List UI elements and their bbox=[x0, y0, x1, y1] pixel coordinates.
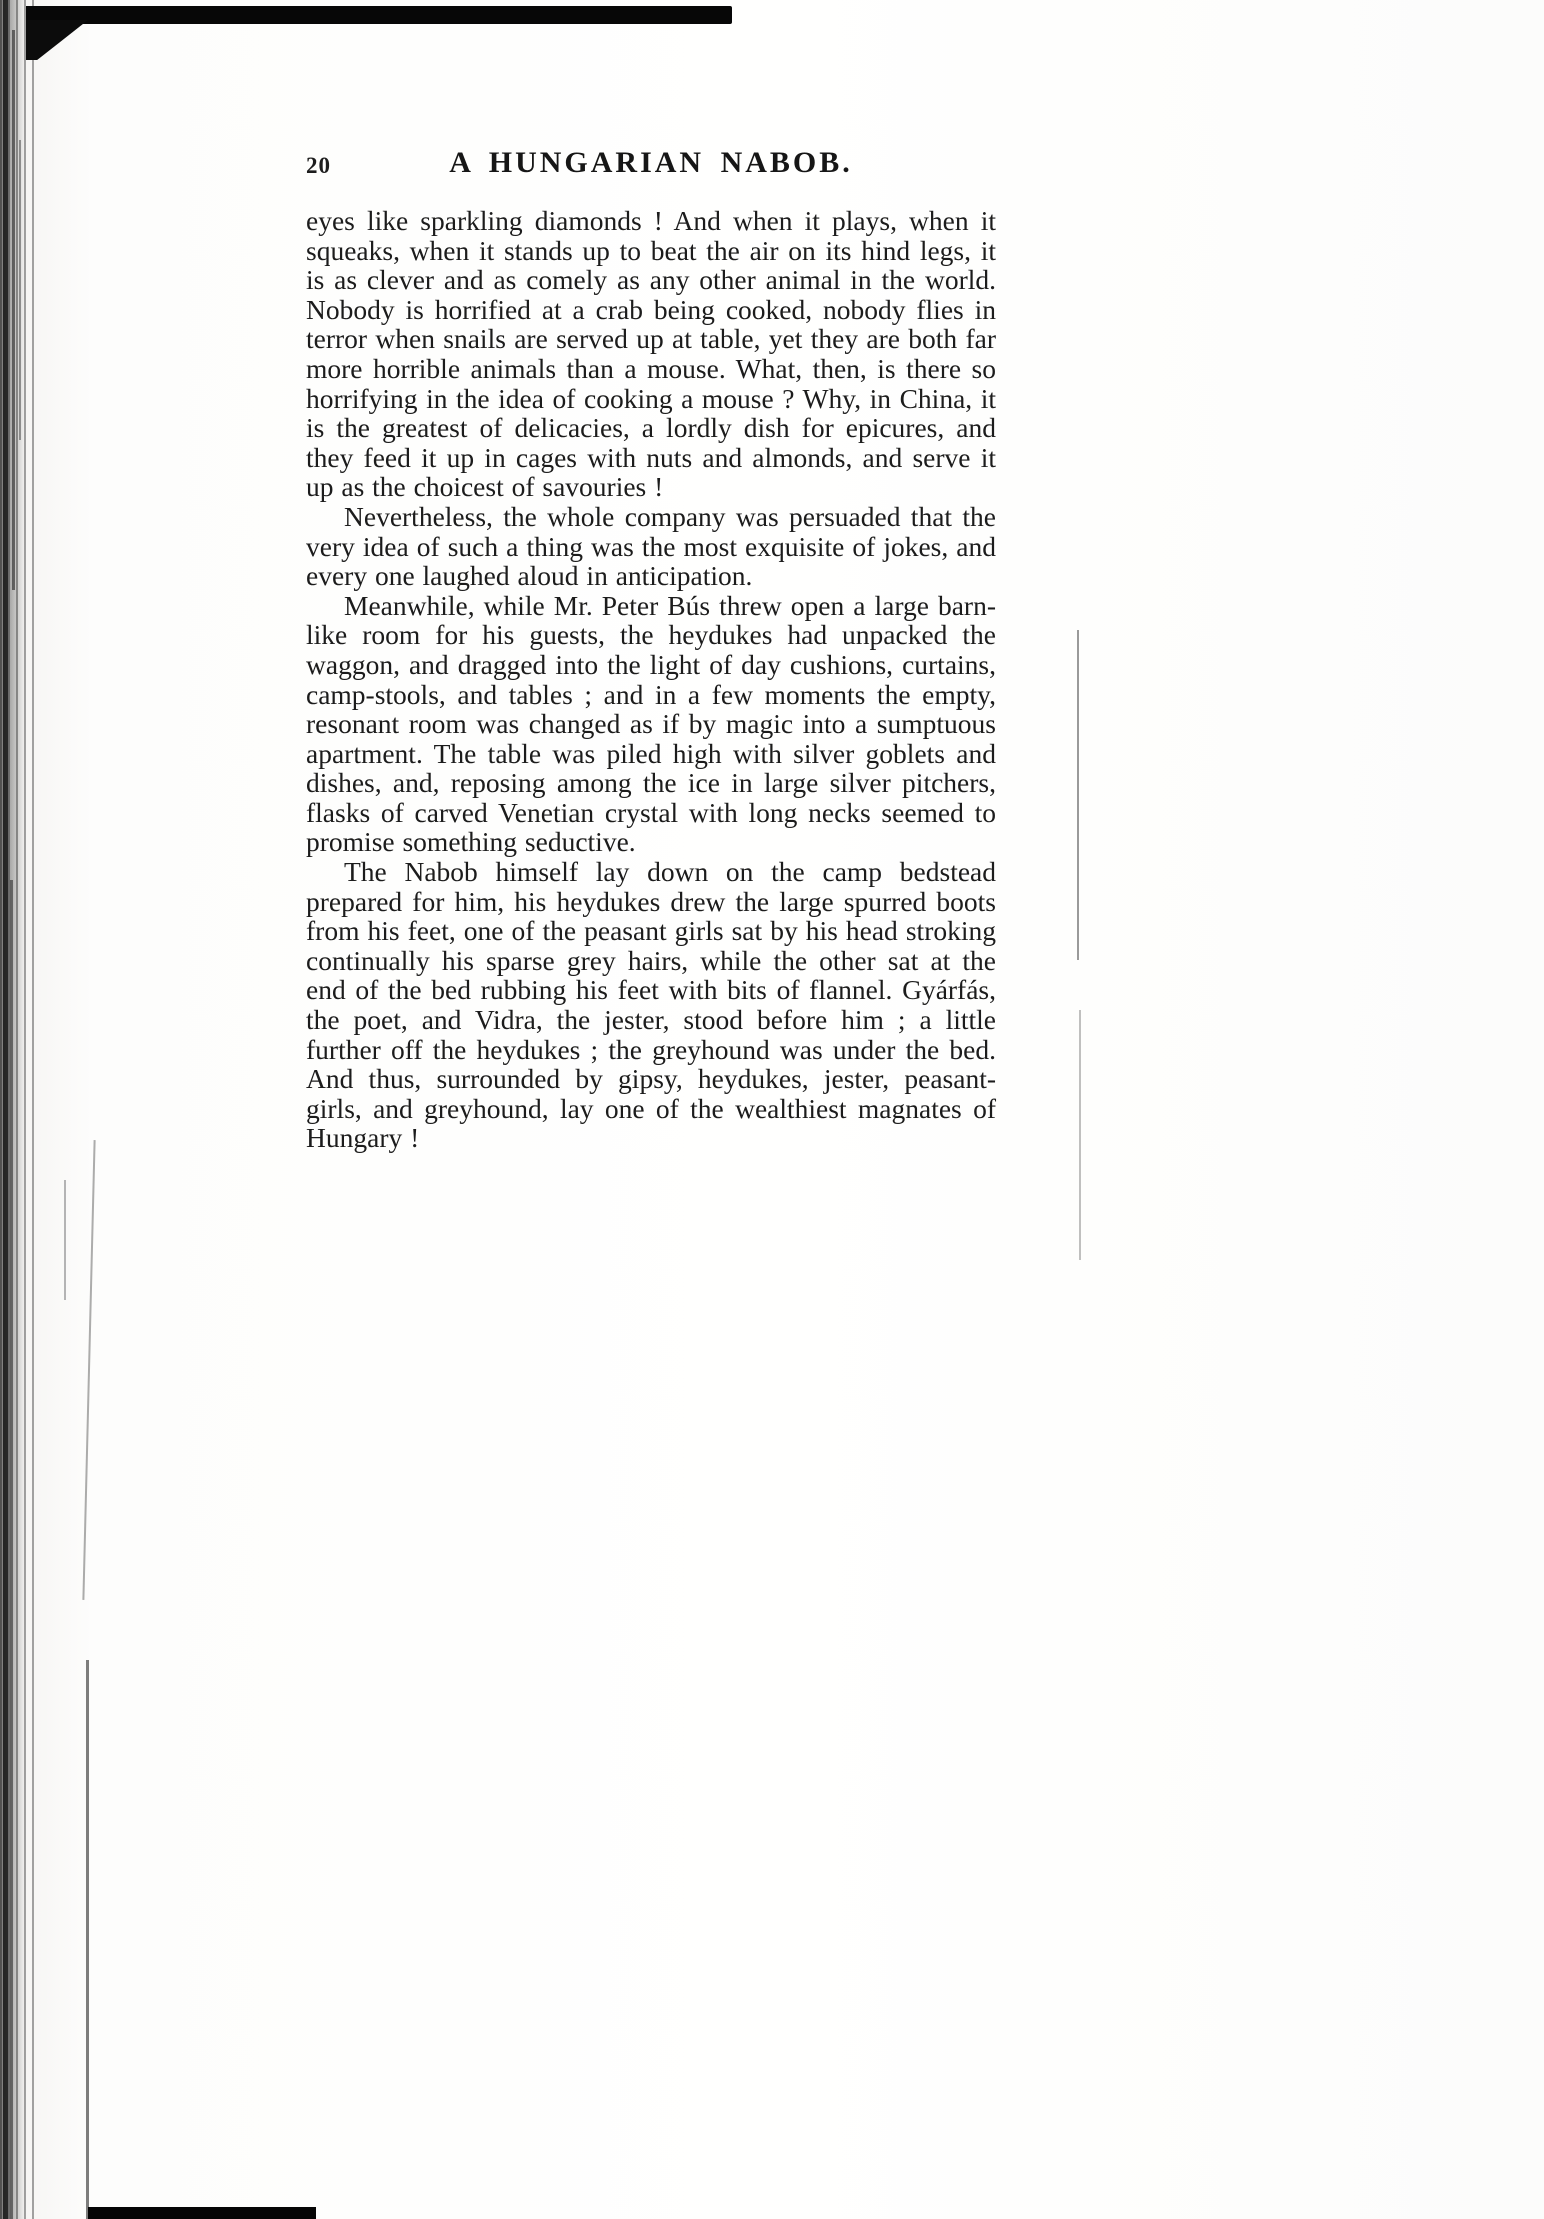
scan-artifact-streak bbox=[86, 1660, 89, 2219]
scan-artifact-streak bbox=[12, 30, 15, 590]
scan-artifact-streak bbox=[19, 140, 21, 440]
scan-artifact-streak bbox=[10, 880, 13, 2219]
paragraph: eyes like sparkling diamonds ! And when it plays, when it squeaks, when it stands up to beat the air on its hind legs, it is as clever and as comely as any other animal in the world. Nobody is horrified at a crab being cooked, nobody flies in terror when snails are served up at table, yet they are both far more horrible animals than a mouse. What, then, is there so horrifying in the idea of cooking a mouse ? Why, in China, it is the greatest of delicacies, a lordly dish for epicures, and they feed it up in cages with nuts and almonds, and serve it up as the choicest of savouries ! bbox=[306, 205, 996, 503]
scan-artifact-top-blob bbox=[26, 20, 88, 60]
scan-artifact-streak bbox=[82, 1140, 95, 1600]
scan-artifact-left-binding bbox=[0, 0, 36, 2219]
scan-artifact-bottom-bar bbox=[88, 2207, 316, 2219]
body-text bbox=[306, 206, 996, 1153]
paragraph: Meanwhile, while Mr. Peter Bús threw open a large barn-like room for his guests, the heydukes had unpacked the waggon, and dragged into the light of day cushions, curtains, camp-stools, and tables ; and in a few moments the empty, resonant room was changed as if by magic into a sumptuous apartment. The table was piled high with silver goblets and dishes, and, reposing among the ice in large silver pitchers, flasks of carved Venetian crystal with long necks seemed to promise something seductive. bbox=[306, 589, 996, 858]
page-header-row bbox=[306, 146, 996, 186]
page-number: 20 bbox=[306, 153, 331, 178]
scan-artifact-streak bbox=[3, 0, 8, 2219]
scan-artifact-top-bar bbox=[26, 6, 732, 24]
paragraph: The Nabob himself lay down on the camp bedstead prepared for him, his heydukes drew the large spurred boots from his feet, one of the peasant girls sat by his head stroking continually his sparse grey hairs, while the other sat at the end of the bed rubbing his feet with bits of flannel. Gyárfás, the poet, and Vidra, the jester, stood before him ; a little further off the heydukes ; the greyhound was under the bed. And thus, surrounded by gipsy, heydukes, jester, peasant-girls, and greyhound, lay one of the wealthiest magnates of Hungary ! bbox=[306, 856, 996, 1154]
scan-artifact-right-line bbox=[1079, 1010, 1081, 1260]
running-header-title: A HUNGARIAN NABOB. bbox=[449, 146, 853, 179]
scan-artifact-right-line bbox=[1077, 630, 1079, 960]
scan-artifact-streak bbox=[64, 1180, 66, 1300]
paragraph: Nevertheless, the whole company was persuaded that the very idea of such a thing was the most exquisite of jokes, and every one laughed aloud in anticipation. bbox=[306, 500, 996, 592]
